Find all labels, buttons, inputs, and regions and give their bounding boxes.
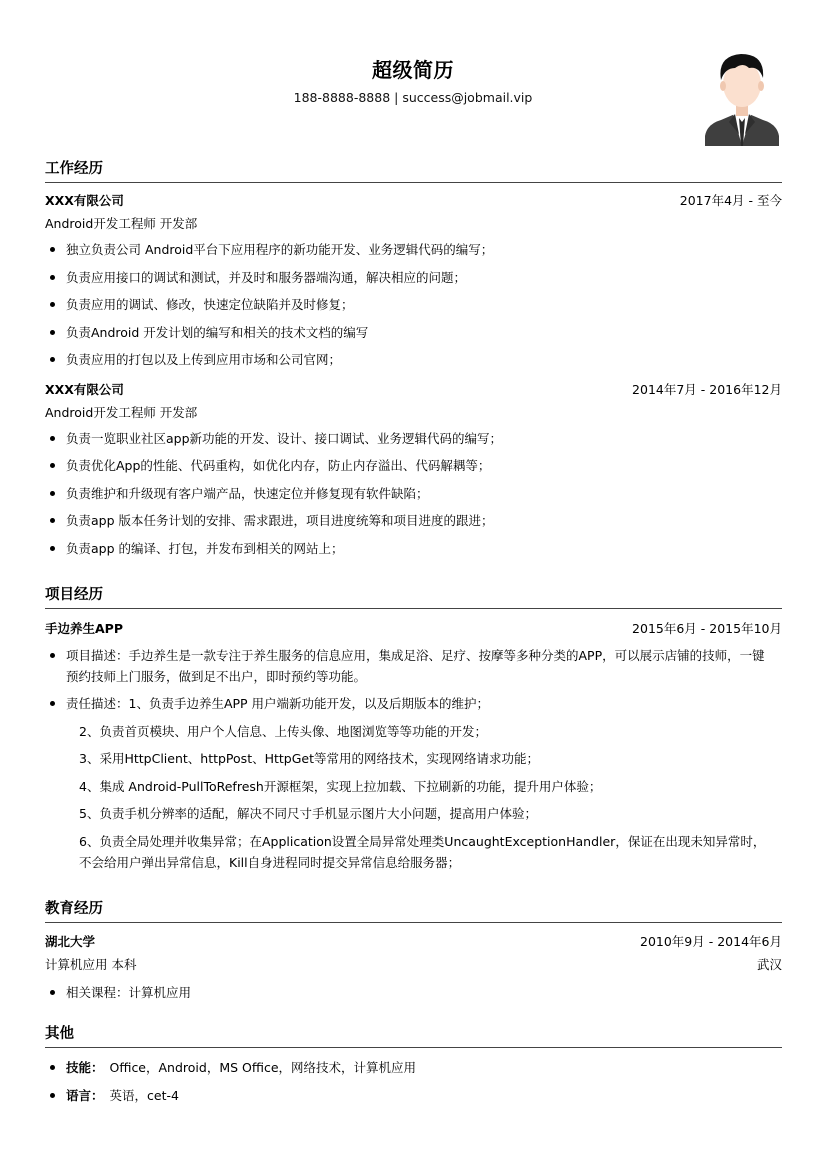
education-major: 计算机应用 本科 xyxy=(45,957,137,972)
project-period: 2015年6月 - 2015年10月 xyxy=(632,621,782,636)
job-company: XXX有限公司 xyxy=(45,381,124,397)
contact-info: 188-8888-8888 | success@jobmail.vip xyxy=(293,90,533,105)
job-role-row xyxy=(45,401,782,424)
project-duty: 3、采用HttpClient、httpPost、HttpGet等常用的网络技术，实现网络请求功能； xyxy=(79,751,540,766)
skills-label: 技能： xyxy=(66,1060,104,1075)
skills-item xyxy=(45,1057,782,1085)
project-description xyxy=(45,645,782,687)
job-bullet: 负责优化App的性能、代码重构，如优化内存，防止内存溢出、代码解耦等； xyxy=(45,455,782,483)
project-section-title: 项目经历 xyxy=(45,587,103,603)
project-duty-first: 责任描述：1、负责手边养生APP 用户端新功能开发，以及后期版本的维护； xyxy=(45,693,782,721)
job-bullet: 负责app 的编译、打包，并发布到相关的网站上； xyxy=(45,538,782,566)
education-period: 2010年9月 - 2014年6月 xyxy=(640,934,782,949)
job-header xyxy=(45,378,782,401)
language-label: 语言： xyxy=(66,1088,104,1103)
job-bullet: 负责应用的打包以及上传到应用市场和公司官网； xyxy=(45,349,782,377)
language-item xyxy=(45,1085,782,1106)
avatar-icon xyxy=(703,50,781,146)
project-section xyxy=(45,585,782,873)
job-bullet: 负责应用接口的调试和测试，并及时和服务器端沟通，解决相应的问题； xyxy=(45,267,782,295)
education-section xyxy=(45,899,782,1003)
project-desc-line: 项目描述：手边养生是一款专注于养生服务的信息应用，集成足浴、足疗、按摩等多种分类的APP，可以展示店铺的技师，一键 xyxy=(66,648,765,663)
job-entry xyxy=(45,189,782,377)
education-city: 武汉 xyxy=(756,957,782,972)
project-duty: 5、负责手机分辨率的适配，解决不同尺寸手机显示图片大小问题，提高用户体验； xyxy=(79,806,537,821)
job-entry xyxy=(45,378,782,566)
job-period: 2014年7月 - 2016年12月 xyxy=(632,381,782,397)
job-bullet: 负责应用的调试、修改，快速定位缺陷并及时修复； xyxy=(45,294,782,322)
job-bullet: 独立负责公司 Android平台下应用程序的新功能开发、业务逻辑代码的编写； xyxy=(45,239,782,267)
project-duty: 4、集成 Android-PullToRefresh开源框架，实现上拉加载、下拉刷新的功能，提升用户体验； xyxy=(79,778,602,794)
job-role: Android开发工程师 开发部 xyxy=(45,216,198,231)
job-role-row xyxy=(45,212,782,235)
education-detail xyxy=(45,953,782,976)
job-bullet: 负责维护和升级现有客户端产品，快速定位并修复现有软件缺陷； xyxy=(45,483,782,511)
language-value: 英语，cet-4 xyxy=(109,1088,179,1103)
job-header xyxy=(45,189,782,212)
job-period: 2017年4月 - 至今 xyxy=(679,193,782,208)
education-courses: 相关课程：计算机应用 xyxy=(45,982,782,1003)
work-section xyxy=(45,159,782,565)
other-section-title: 其他 xyxy=(45,1026,74,1042)
school-name: 湖北大学 xyxy=(45,934,96,949)
project-duty: 6、负责全局处理并收集异常；在Application设置全局异常处理类UncaughtExceptionHandler，保证在出现未知异常时， xyxy=(79,833,766,849)
education-section-title: 教育经历 xyxy=(45,901,103,917)
project-desc-line: 预约技师上门服务，做到足不出户，即时预约等功能。 xyxy=(66,669,367,684)
job-bullet: 负责一览职业社区app新功能的开发、设计、接口调试、业务逻辑代码的编写； xyxy=(45,428,782,456)
project-name: 手边养生APP xyxy=(45,621,123,636)
education-header xyxy=(45,930,782,953)
resume-name: 超级简历 xyxy=(372,58,454,82)
project-duty: 2、负责首页模块、用户个人信息、上传头像、地图浏览等等功能的开发； xyxy=(79,723,487,739)
job-company: XXX有限公司 xyxy=(45,193,124,208)
other-section xyxy=(45,1024,782,1106)
project-duty: 不会给用户弹出异常信息，Kill自身进程同时提交异常信息给服务器； xyxy=(79,854,461,870)
work-section-title: 工作经历 xyxy=(45,161,103,177)
job-bullet: 负责Android 开发计划的编写和相关的技术文档的编写 xyxy=(45,322,782,350)
job-role: Android开发工程师 开发部 xyxy=(45,404,198,420)
skills-value: Office，Android，MS Office，网络技术，计算机应用 xyxy=(109,1060,417,1075)
job-bullet: 负责app 版本任务计划的安排、需求跟进，项目进度统筹和项目进度的跟进； xyxy=(45,510,782,538)
project-header xyxy=(45,617,782,640)
